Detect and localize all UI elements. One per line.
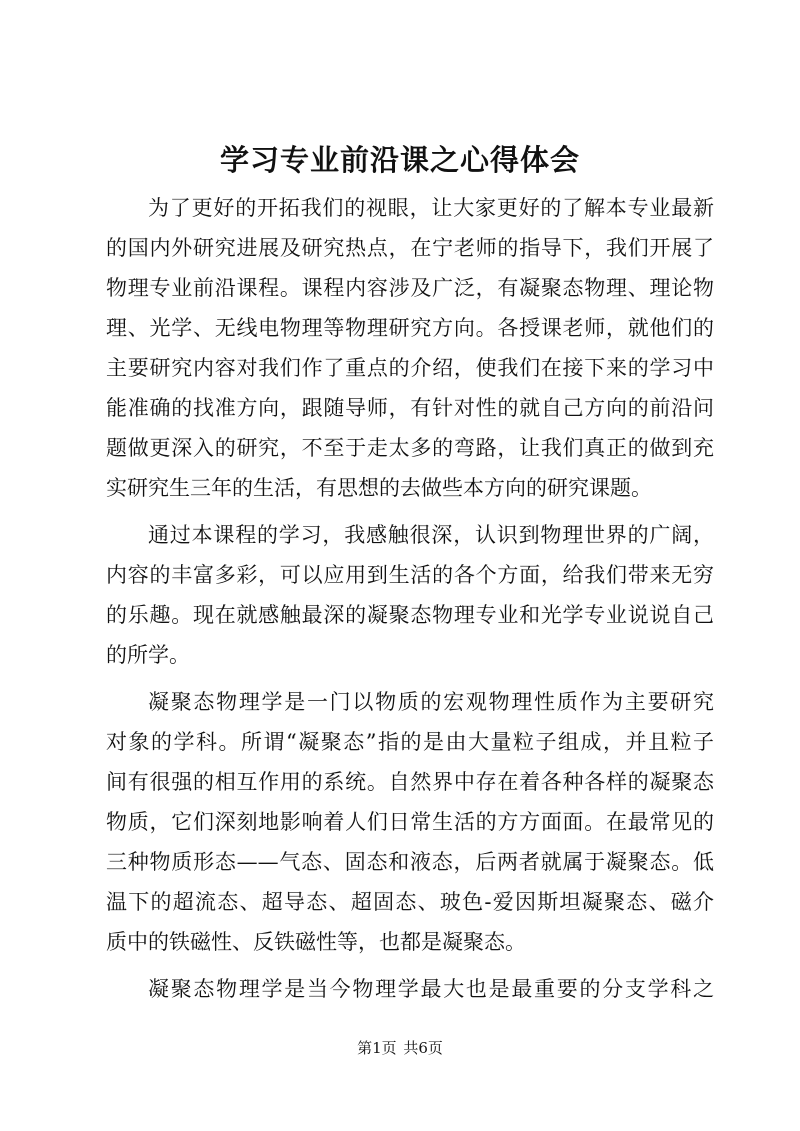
paragraph-2 bbox=[106, 515, 714, 675]
paragraph-gap bbox=[106, 675, 714, 682]
paragraph-gap bbox=[106, 962, 714, 969]
paragraph-line: 的所学。 bbox=[106, 643, 190, 667]
paragraph-line: 内容的丰富多彩，可以应用到生活的各个方面，给我们带来无穷 bbox=[106, 563, 714, 587]
paragraph-line: 实研究生三年的生活，有思想的去做些本方向的研究课题。 bbox=[106, 476, 652, 500]
paragraph-1 bbox=[106, 188, 714, 508]
paragraph-3 bbox=[106, 682, 714, 962]
paragraph-line: 凝聚态物理学是一门以物质的宏观物理性质作为主要研究 bbox=[148, 690, 714, 714]
document-title: 学习专业前沿课之心得体会 bbox=[219, 143, 580, 177]
paragraph-line: 的乐趣。现在就感触最深的凝聚态物理专业和光学专业说说自己 bbox=[106, 603, 714, 627]
paragraph-4 bbox=[106, 969, 714, 1009]
document-body bbox=[106, 188, 714, 1009]
page-footer bbox=[0, 1038, 800, 1058]
paragraph-line: 通过本课程的学习，我感触很深，认识到物理世界的广阔， bbox=[148, 523, 714, 547]
paragraph-line: 对象的学科。所谓“凝聚态”指的是由大量粒子组成，并且粒子 bbox=[106, 730, 714, 754]
paragraph-line: 质中的铁磁性、反铁磁性等，也都是凝聚态。 bbox=[106, 930, 526, 954]
paragraph-line: 理、光学、无线电物理等物理研究方向。各授课老师，就他们的 bbox=[106, 316, 714, 340]
paragraph-line: 的国内外研究进展及研究热点，在宁老师的指导下，我们开展了 bbox=[106, 236, 714, 260]
paragraph-gap bbox=[106, 508, 714, 515]
paragraph-line: 物质，它们深刻地影响着人们日常生活的方方面面。在最常见的 bbox=[106, 810, 714, 834]
paragraph-line: 间有很强的相互作用的系统。自然界中存在着各种各样的凝聚态 bbox=[106, 770, 714, 794]
paragraph-line: 温下的超流态、超导态、超固态、玻色-爱因斯坦凝聚态、磁介 bbox=[106, 890, 714, 914]
paragraph-line: 凝聚态物理学是当今物理学最大也是最重要的分支学科之 bbox=[148, 977, 714, 1001]
paragraph-line: 能准确的找准方向，跟随导师，有针对性的就自己方向的前沿问 bbox=[106, 396, 714, 420]
paragraph-line: 三种物质形态——气态、固态和液态，后两者就属于凝聚态。低 bbox=[106, 850, 714, 874]
paragraph-line: 主要研究内容对我们作了重点的介绍，使我们在接下来的学习中 bbox=[106, 356, 714, 380]
paragraph-line: 物理专业前沿课程。课程内容涉及广泛，有凝聚态物理、理论物 bbox=[106, 276, 714, 300]
page-total: 共6页 bbox=[403, 1039, 443, 1057]
paragraph-line: 题做更深入的研究，不至于走太多的弯路，让我们真正的做到充 bbox=[106, 436, 714, 460]
paragraph-line: 为了更好的开拓我们的视眼，让大家更好的了解本专业最新 bbox=[148, 196, 714, 220]
page-number: 第1页 bbox=[357, 1039, 397, 1057]
